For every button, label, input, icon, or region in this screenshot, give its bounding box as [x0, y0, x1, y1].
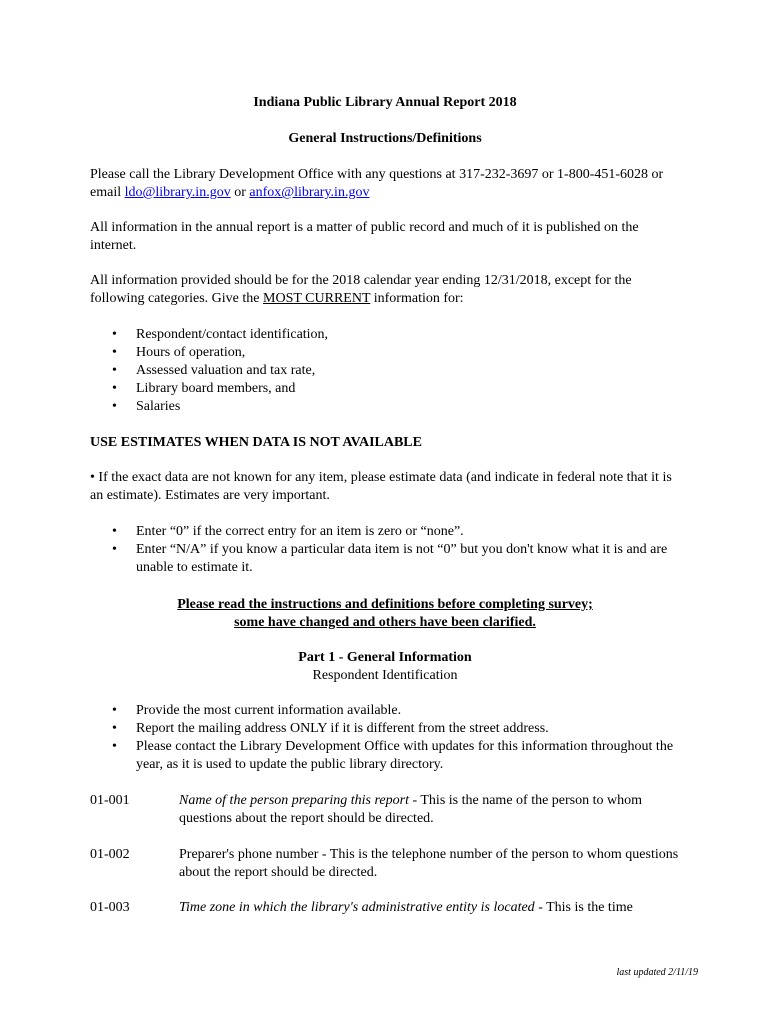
item-code: 01-002	[90, 847, 130, 862]
list-item: • Please contact the Library Development Office with updates for this information throughout the year, as it is used to update the public library directory.	[90, 738, 680, 774]
item-code: 01-003	[90, 900, 130, 915]
list-item: • Respondent/contact identification,	[90, 326, 680, 344]
most-current-emphasis: MOST CURRENT	[263, 291, 371, 306]
document-title: Indiana Public Library Annual Report 2018	[253, 95, 517, 110]
list-item: • Enter “0” if the correct entry for an item is zero or “none”.	[90, 523, 680, 541]
list-item: • Provide the most current information available.	[90, 702, 680, 720]
document-subtitle: General Instructions/Definitions	[288, 131, 482, 146]
public-record-paragraph: All information in the annual report is a matter of public record and much of it is published on the internet.	[90, 220, 639, 253]
contact-or: or	[230, 185, 250, 200]
item-description	[179, 792, 679, 828]
estimate-rules-list	[90, 523, 680, 577]
calendar-text-end: information for:	[370, 291, 464, 306]
categories-list	[90, 326, 680, 416]
last-updated-footer: last updated 2/11/19	[616, 967, 698, 978]
notice-line-1: Please read the instructions and definitions before completing survey;	[177, 597, 593, 612]
list-item: • Enter “N/A” if you know a particular data item is not “0” but you don't know what it is and are unable to estimate it.	[90, 541, 680, 577]
email-link-anfox[interactable]: anfox@library.in.gov	[249, 185, 370, 200]
part1-bullets	[90, 702, 680, 774]
item-description	[179, 846, 679, 882]
email-link-ldo[interactable]: ldo@library.in.gov	[124, 185, 231, 200]
contact-text: Please call the Library Development Office with any questions at 317-232-3697 or 1-800-451-6028 or email	[90, 167, 664, 200]
list-item: • Hours of operation,	[90, 344, 680, 362]
part1-subheading: Respondent Identification	[312, 668, 458, 683]
item-label: Time zone in which the library's administrative entity is located	[179, 900, 535, 915]
list-item: • Salaries	[90, 398, 680, 416]
list-item: • Library board members, and	[90, 380, 680, 398]
contact-paragraph	[90, 166, 680, 202]
part1-heading: Part 1 - General Information	[298, 650, 472, 665]
item-description	[179, 899, 679, 917]
notice-line-2: some have changed and others have been clarified.	[234, 615, 536, 630]
item-label: Name of the person preparing this report	[179, 793, 409, 808]
estimates-heading: USE ESTIMATES WHEN DATA IS NOT AVAILABLE	[90, 435, 422, 450]
item-desc: - This is the time	[534, 900, 633, 915]
estimates-paragraph: • If the exact data are not known for any item, please estimate data (and indicate in federal note that it is an estimate). Estimates are very important.	[90, 470, 672, 503]
item-label: Preparer's phone number	[179, 847, 319, 862]
item-desc: - This is the telephone number of the person to whom questions about the report should be directed.	[179, 847, 679, 880]
list-item: • Report the mailing address ONLY if it is different from the street address.	[90, 720, 680, 738]
list-item: • Assessed valuation and tax rate,	[90, 362, 680, 380]
calendar-paragraph	[90, 272, 680, 308]
item-desc: - This is the name of the person to whom questions about the report should be directed.	[179, 793, 643, 826]
item-code: 01-001	[90, 793, 130, 808]
calendar-text: All information provided should be for the 2018 calendar year ending 12/31/2018, except for the following categories. Give the	[90, 273, 632, 306]
